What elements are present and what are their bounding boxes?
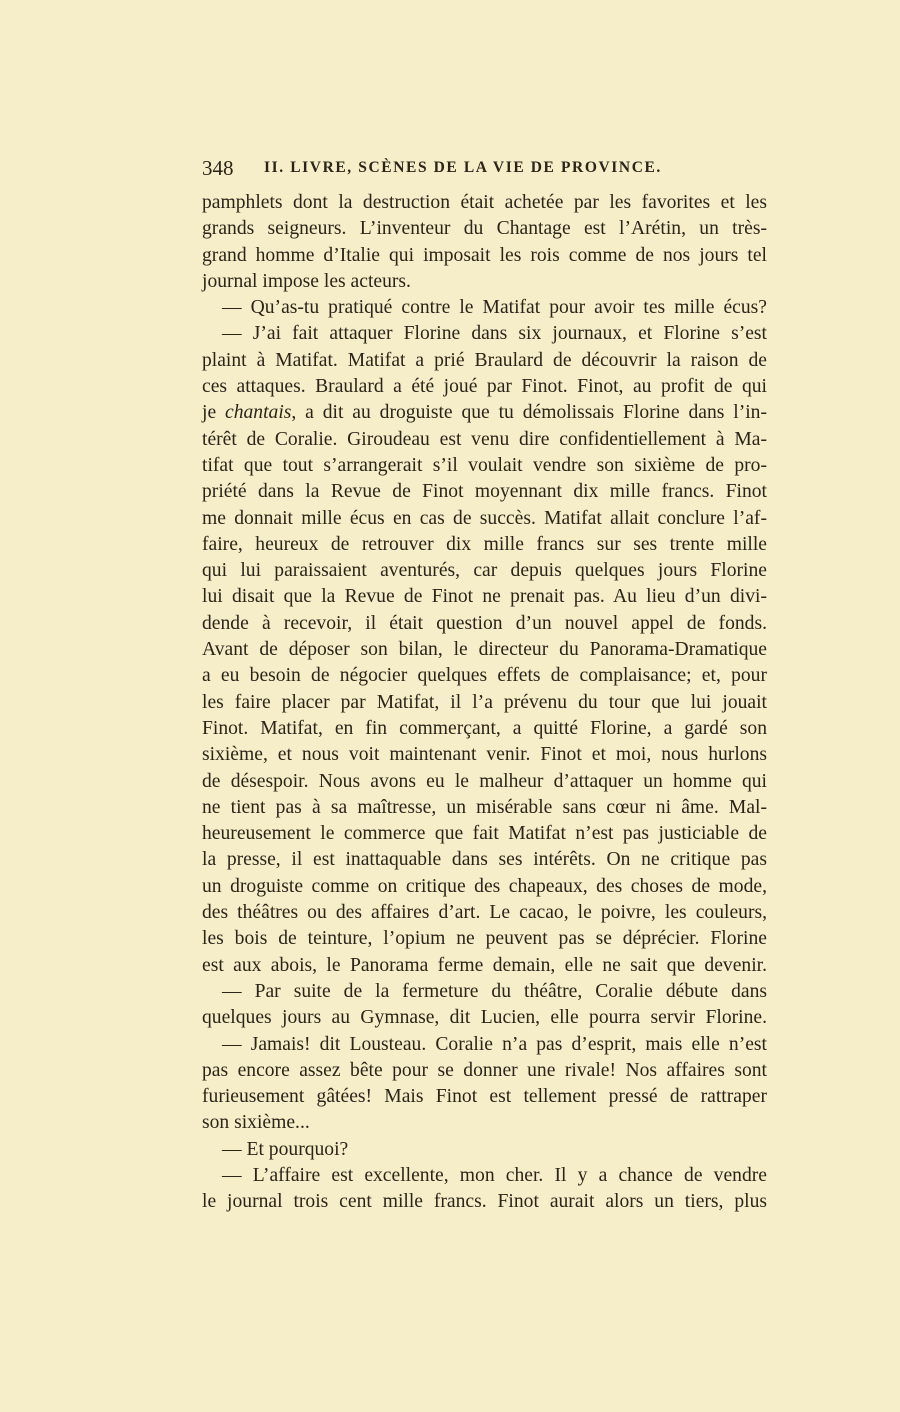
italic-text: chantais (225, 402, 292, 424)
text-line-content (202, 374, 767, 400)
text-segment: grands seigneurs. L’inventeur du Chantage est l’Arétin, un très- (202, 218, 767, 240)
text-segment: térêt de Coralie. Giroudeau est venu dire confidentiellement à Ma- (202, 428, 767, 450)
text-line-content (202, 1058, 767, 1084)
text-segment: — Qu’as-tu pratiqué contre le Matifat pour avoir tes mille écus? (222, 297, 767, 319)
text-segment: Avant de déposer son bilan, le directeur du Panorama-Dramatique (202, 639, 767, 661)
text-line-content (202, 1084, 767, 1110)
text-line (202, 348, 767, 374)
text-segment: faire, heureux de retrouver dix mille francs sur ses trente mille (202, 533, 767, 555)
body-text (202, 190, 767, 1216)
text-line-content (202, 769, 767, 795)
text-line-content (202, 716, 767, 742)
text-line (202, 243, 767, 269)
text-line (202, 1005, 767, 1031)
text-line (202, 1110, 767, 1136)
text-line-content (202, 584, 767, 610)
text-line (202, 611, 767, 637)
text-segment: des théâtres ou des affaires d’art. Le cacao, le poivre, les couleurs, (202, 902, 767, 924)
running-header (202, 156, 767, 184)
text-line-content (202, 506, 767, 532)
text-segment: quelques jours au Gymnase, dit Lucien, elle pourra servir Florine. (202, 1007, 767, 1029)
text-line (202, 427, 767, 453)
text-line (202, 742, 767, 768)
text-line (202, 637, 767, 663)
text-segment: Finot. Matifat, en fin commerçant, a quitté Florine, a gardé son (202, 717, 767, 739)
text-line (202, 1084, 767, 1110)
text-line-content (202, 1110, 767, 1136)
text-line-content (202, 453, 767, 479)
text-segment: pas encore assez bête pour se donner une rivale! Nos affaires sont (202, 1059, 767, 1081)
text-line (202, 584, 767, 610)
text-line (202, 795, 767, 821)
text-line-content (202, 900, 767, 926)
text-line-content (202, 400, 767, 426)
text-line-content (202, 926, 767, 952)
text-line (202, 821, 767, 847)
text-line-content (202, 558, 767, 584)
text-line-content (202, 532, 767, 558)
text-segment: est aux abois, le Panorama ferme demain, elle ne sait que devenir. (202, 954, 767, 976)
text-line-content (202, 821, 767, 847)
text-line (202, 690, 767, 716)
text-line-content (202, 243, 767, 269)
text-line (202, 663, 767, 689)
text-line-content (202, 427, 767, 453)
text-line (202, 874, 767, 900)
text-line-content (202, 611, 767, 637)
text-line (202, 295, 767, 321)
text-segment: a eu besoin de négocier quelques effets de complaisance; et, pour (202, 665, 767, 687)
text-line-content (202, 795, 767, 821)
text-line-content (222, 1163, 767, 1189)
text-segment: de désespoir. Nous avons eu le malheur d’attaquer un homme qui (202, 770, 767, 792)
page-number: 348 (202, 156, 234, 180)
text-segment: un droguiste comme on critique des chapeaux, des choses de mode, (202, 875, 767, 897)
text-segment: ne tient pas à sa maîtresse, un misérable sans cœur ni âme. Mal- (202, 796, 767, 818)
text-line-content (202, 190, 767, 216)
text-segment: qui lui paraissaient aventurés, car depuis quelques jours Florine (202, 560, 767, 582)
text-segment: — Et pourquoi? (222, 1138, 349, 1160)
text-line-content (202, 874, 767, 900)
text-segment: — Par suite de la fermeture du théâtre, Coralie débute dans (222, 980, 767, 1002)
running-title: II. LIVRE, SCÈNES DE LA VIE DE PROVINCE. (264, 159, 662, 176)
text-segment: le journal trois cent mille francs. Finot aurait alors un tiers, plus (202, 1191, 767, 1213)
text-segment: je (202, 402, 226, 424)
text-line-content (202, 953, 767, 979)
text-line-content (222, 1032, 767, 1058)
text-line-content (222, 979, 767, 1005)
text-line-content (202, 1005, 767, 1031)
text-line (202, 321, 767, 347)
text-line-content (202, 847, 767, 873)
text-segment: ces attaques. Braulard a été joué par Finot. Finot, au profit de qui (202, 376, 767, 398)
text-line (202, 716, 767, 742)
text-line (202, 453, 767, 479)
text-line (202, 847, 767, 873)
text-line-content (222, 1137, 767, 1163)
text-segment: — J’ai fait attaquer Florine dans six journaux, et Florine s’est (222, 323, 767, 345)
text-line (202, 1189, 767, 1215)
text-segment: pamphlets dont la destruction était achetée par les favorites et les (202, 192, 767, 213)
text-segment: lui disait que la Revue de Finot ne prenait pas. Au lieu d’un divi- (202, 586, 767, 608)
text-line-content (222, 321, 767, 347)
text-line-content (202, 269, 767, 295)
text-segment: furieusement gâtées! Mais Finot est tellement pressé de rattraper (202, 1086, 767, 1108)
text-line (202, 532, 767, 558)
text-line-content (202, 663, 767, 689)
text-line (202, 900, 767, 926)
text-segment: journal impose les acteurs. (202, 270, 411, 292)
text-line (202, 400, 767, 426)
text-line (202, 374, 767, 400)
text-line-content (222, 295, 767, 321)
text-line (202, 1163, 767, 1189)
text-line (202, 506, 767, 532)
text-line (202, 1058, 767, 1084)
text-segment: , a dit au droguiste que tu démolissais Florine dans l’in- (291, 402, 767, 424)
text-segment: heureusement le commerce que fait Matifat n’est pas justiciable de (202, 823, 767, 845)
text-segment: plaint à Matifat. Matifat a prié Braulard de découvrir la raison de (202, 349, 767, 371)
text-line (202, 216, 767, 242)
text-line (202, 1032, 767, 1058)
text-segment: me donnait mille écus en cas de succès. Matifat allait conclure l’af- (202, 507, 767, 529)
text-line-content (202, 742, 767, 768)
text-segment: la presse, il est inattaquable dans ses intérêts. On ne critique pas (202, 849, 767, 871)
text-line (202, 190, 767, 216)
text-line (202, 926, 767, 952)
text-line-content (202, 479, 767, 505)
text-segment: dende à recevoir, il était question d’un nouvel appel de fonds. (202, 612, 767, 634)
text-segment: — Jamais! dit Lousteau. Coralie n’a pas d’esprit, mais elle n’est (222, 1033, 767, 1055)
text-segment: les bois de teinture, l’opium ne peuvent pas se déprécier. Florine (202, 928, 767, 950)
text-line (202, 558, 767, 584)
text-line (202, 269, 767, 295)
text-line-content (202, 690, 767, 716)
text-line (202, 479, 767, 505)
text-line-content (202, 216, 767, 242)
text-line-content (202, 1189, 767, 1215)
text-line-content (202, 637, 767, 663)
text-segment: priété dans la Revue de Finot moyennant dix mille francs. Finot (202, 481, 767, 503)
text-line (202, 769, 767, 795)
text-segment: son sixième... (202, 1112, 310, 1134)
text-line (202, 1137, 767, 1163)
text-line (202, 953, 767, 979)
text-line-content (202, 348, 767, 374)
text-line (202, 979, 767, 1005)
text-segment: grand homme d’Italie qui imposait les rois comme de nos jours tel (202, 244, 767, 266)
text-segment: sixième, et nous voit maintenant venir. Finot et moi, nous hurlons (202, 744, 767, 766)
text-segment: les faire placer par Matifat, il l’a prévenu du tour que lui jouait (202, 691, 767, 713)
text-segment: — L’affaire est excellente, mon cher. Il y a chance de vendre (222, 1164, 767, 1186)
text-segment: tifat que tout s’arrangerait s’il voulait vendre son sixième de pro- (202, 454, 767, 476)
